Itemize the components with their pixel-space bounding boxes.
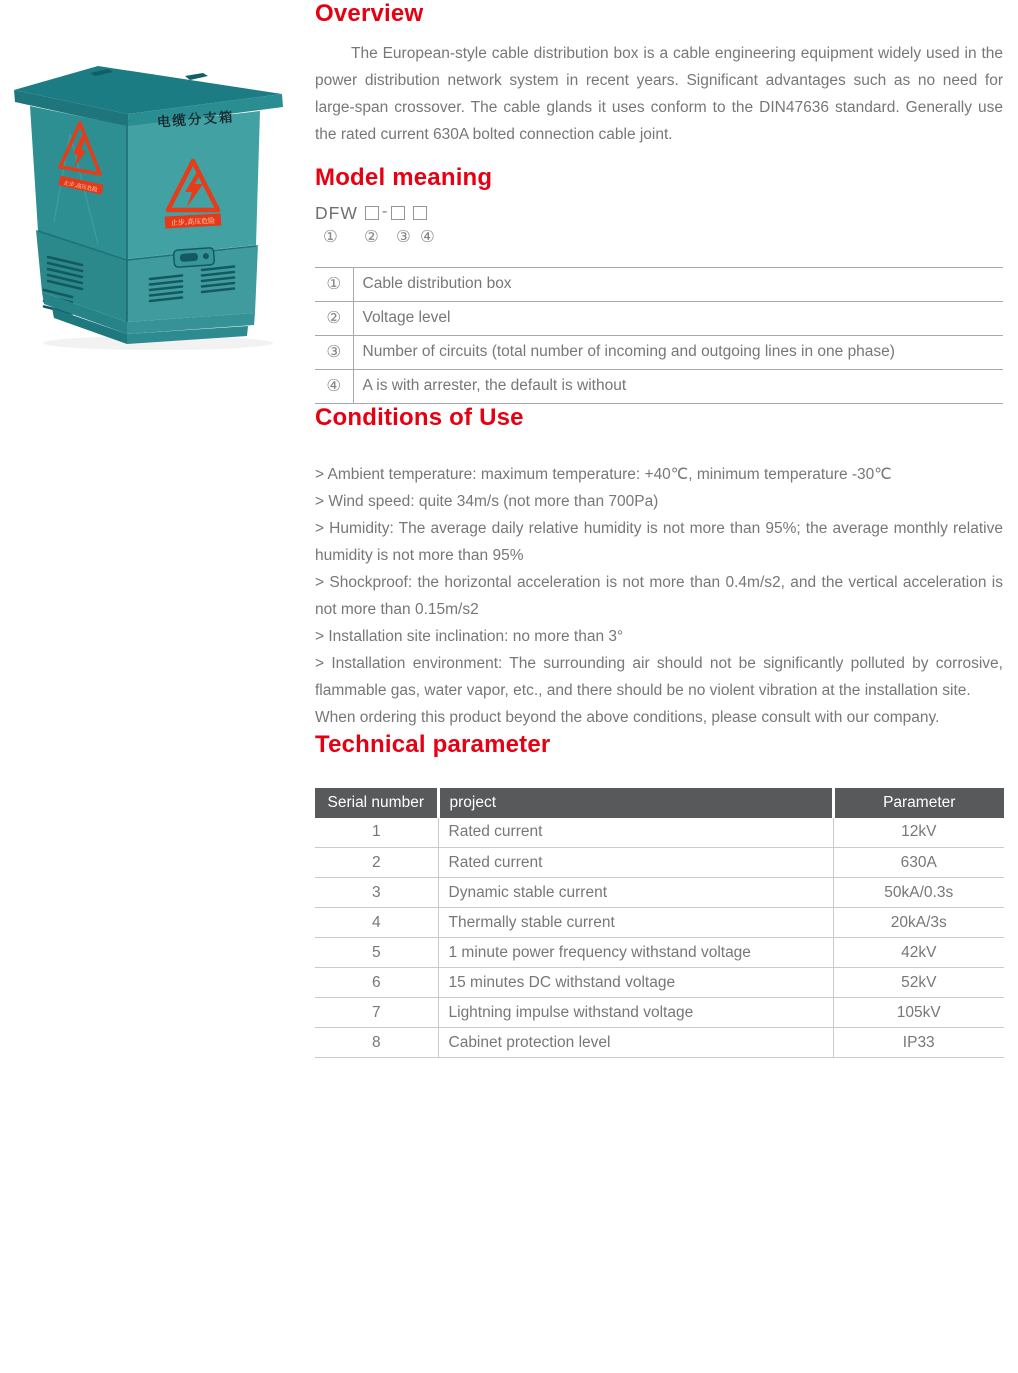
table-row bbox=[315, 818, 1004, 848]
cell-serial: 4 bbox=[315, 908, 438, 938]
model-dash: - bbox=[382, 202, 388, 220]
product-photo-cable-distribution-box bbox=[10, 60, 290, 350]
cell-serial: 5 bbox=[315, 938, 438, 968]
cell-serial: 3 bbox=[315, 878, 438, 908]
conditions-list bbox=[315, 461, 1003, 731]
column-header-serial: Serial number bbox=[315, 788, 438, 818]
cell-parameter: IP33 bbox=[833, 1028, 1004, 1058]
model-row-num: ④ bbox=[315, 369, 353, 403]
cell-parameter: 52kV bbox=[833, 968, 1004, 998]
model-row-num: ① bbox=[315, 267, 353, 301]
table-row bbox=[315, 1028, 1004, 1058]
model-formula bbox=[315, 203, 1003, 251]
model-digit-box bbox=[365, 206, 379, 220]
cell-parameter: 12kV bbox=[833, 818, 1004, 848]
list-item: When ordering this product beyond the above conditions, please consult with our company. bbox=[315, 708, 940, 726]
list-item: > Installation environment: The surrounding air should not be significantly polluted by corrosive, flammable gas, water vapor, etc., and there should be no violent vibration at the installation site. bbox=[315, 654, 1003, 699]
cell-project: 15 minutes DC withstand voltage bbox=[438, 968, 833, 998]
base-latch bbox=[173, 248, 214, 268]
cell-project: Rated current bbox=[438, 818, 833, 848]
cell-parameter: 105kV bbox=[833, 998, 1004, 1028]
table-row bbox=[315, 267, 1003, 301]
model-row-desc: A is with arrester, the default is without bbox=[353, 369, 1003, 403]
cell-serial: 8 bbox=[315, 1028, 438, 1058]
table-row bbox=[315, 369, 1003, 403]
svg-text:止步,高压危险: 止步,高压危险 bbox=[62, 180, 99, 194]
cell-parameter: 42kV bbox=[833, 938, 1004, 968]
main-content bbox=[315, 0, 1003, 1058]
column-header-parameter: Parameter bbox=[833, 788, 1004, 818]
column-header-project: project bbox=[438, 788, 833, 818]
cell-project: Rated current bbox=[438, 848, 833, 878]
overview-paragraph: The European-style cable distribution box is a cable engineering equipment widely used in the power distribution network system in recent years. Significant advantages such as no need for large-span crossover. The cable glands it uses conform to the DIN47636 standard. Generally use the rated current 630A bolted connection cable joint. bbox=[315, 45, 1003, 143]
list-item: > Wind speed: quite 34m/s (not more than 700Pa) bbox=[315, 492, 659, 510]
front-label-text: 电缆分支箱 bbox=[156, 109, 235, 131]
overview-heading: Overview bbox=[315, 0, 424, 27]
model-digit-box bbox=[391, 206, 405, 220]
cell-parameter: 50kA/0.3s bbox=[833, 878, 1004, 908]
model-prefix: DFW bbox=[315, 202, 358, 223]
table-row bbox=[315, 938, 1004, 968]
model-row-desc: Number of circuits (total number of incoming and outgoing lines in one phase) bbox=[353, 335, 1003, 369]
table-row bbox=[315, 908, 1004, 938]
table-row bbox=[315, 301, 1003, 335]
table-header-row bbox=[315, 788, 1004, 818]
model-meaning-table bbox=[315, 267, 1003, 404]
cell-project: Dynamic stable current bbox=[438, 878, 833, 908]
table-row bbox=[315, 848, 1004, 878]
cell-project: 1 minute power frequency withstand voltage bbox=[438, 938, 833, 968]
model-row-num: ② bbox=[315, 301, 353, 335]
list-item: > Installation site inclination: no more than 3° bbox=[315, 627, 624, 645]
list-item: > Shockproof: the horizontal acceleration is not more than 0.4m/s2, and the vertical acceleration is not more than 0.15m/s2 bbox=[315, 573, 1003, 618]
list-item: > Ambient temperature: maximum temperature: +40℃, minimum temperature -30℃ bbox=[315, 465, 892, 483]
table-row bbox=[315, 998, 1004, 1028]
cell-project: Lightning impulse withstand voltage bbox=[438, 998, 833, 1028]
cell-parameter: 20kA/3s bbox=[833, 908, 1004, 938]
circled-digit-4: ④ bbox=[420, 227, 435, 246]
technical-heading: Technical parameter bbox=[315, 730, 551, 758]
conditions-heading: Conditions of Use bbox=[315, 403, 524, 431]
model-meaning-heading: Model meaning bbox=[315, 163, 493, 191]
cell-serial: 2 bbox=[315, 848, 438, 878]
svg-text:止步,高压危险: 止步,高压危险 bbox=[170, 216, 216, 228]
cell-serial: 6 bbox=[315, 968, 438, 998]
list-item: > Humidity: The average daily relative humidity is not more than 95%; the average monthly relative humidity is not more than 95% bbox=[315, 519, 1003, 564]
model-row-desc: Cable distribution box bbox=[353, 267, 1003, 301]
roof-handle-right bbox=[185, 73, 208, 80]
circled-digit-3: ③ bbox=[396, 227, 411, 246]
table-row bbox=[315, 968, 1004, 998]
technical-parameter-table bbox=[315, 788, 1004, 1059]
cell-parameter: 630A bbox=[833, 848, 1004, 878]
circled-digit-2: ② bbox=[364, 227, 379, 246]
cell-project: Thermally stable current bbox=[438, 908, 833, 938]
table-row bbox=[315, 878, 1004, 908]
circled-digit-1: ① bbox=[323, 227, 338, 246]
table-row bbox=[315, 335, 1003, 369]
cable-box-illustration bbox=[10, 60, 290, 350]
model-row-num: ③ bbox=[315, 335, 353, 369]
model-digit-box bbox=[413, 206, 427, 220]
cell-serial: 1 bbox=[315, 818, 438, 848]
cell-project: Cabinet protection level bbox=[438, 1028, 833, 1058]
model-row-desc: Voltage level bbox=[353, 301, 1003, 335]
cell-serial: 7 bbox=[315, 998, 438, 1028]
